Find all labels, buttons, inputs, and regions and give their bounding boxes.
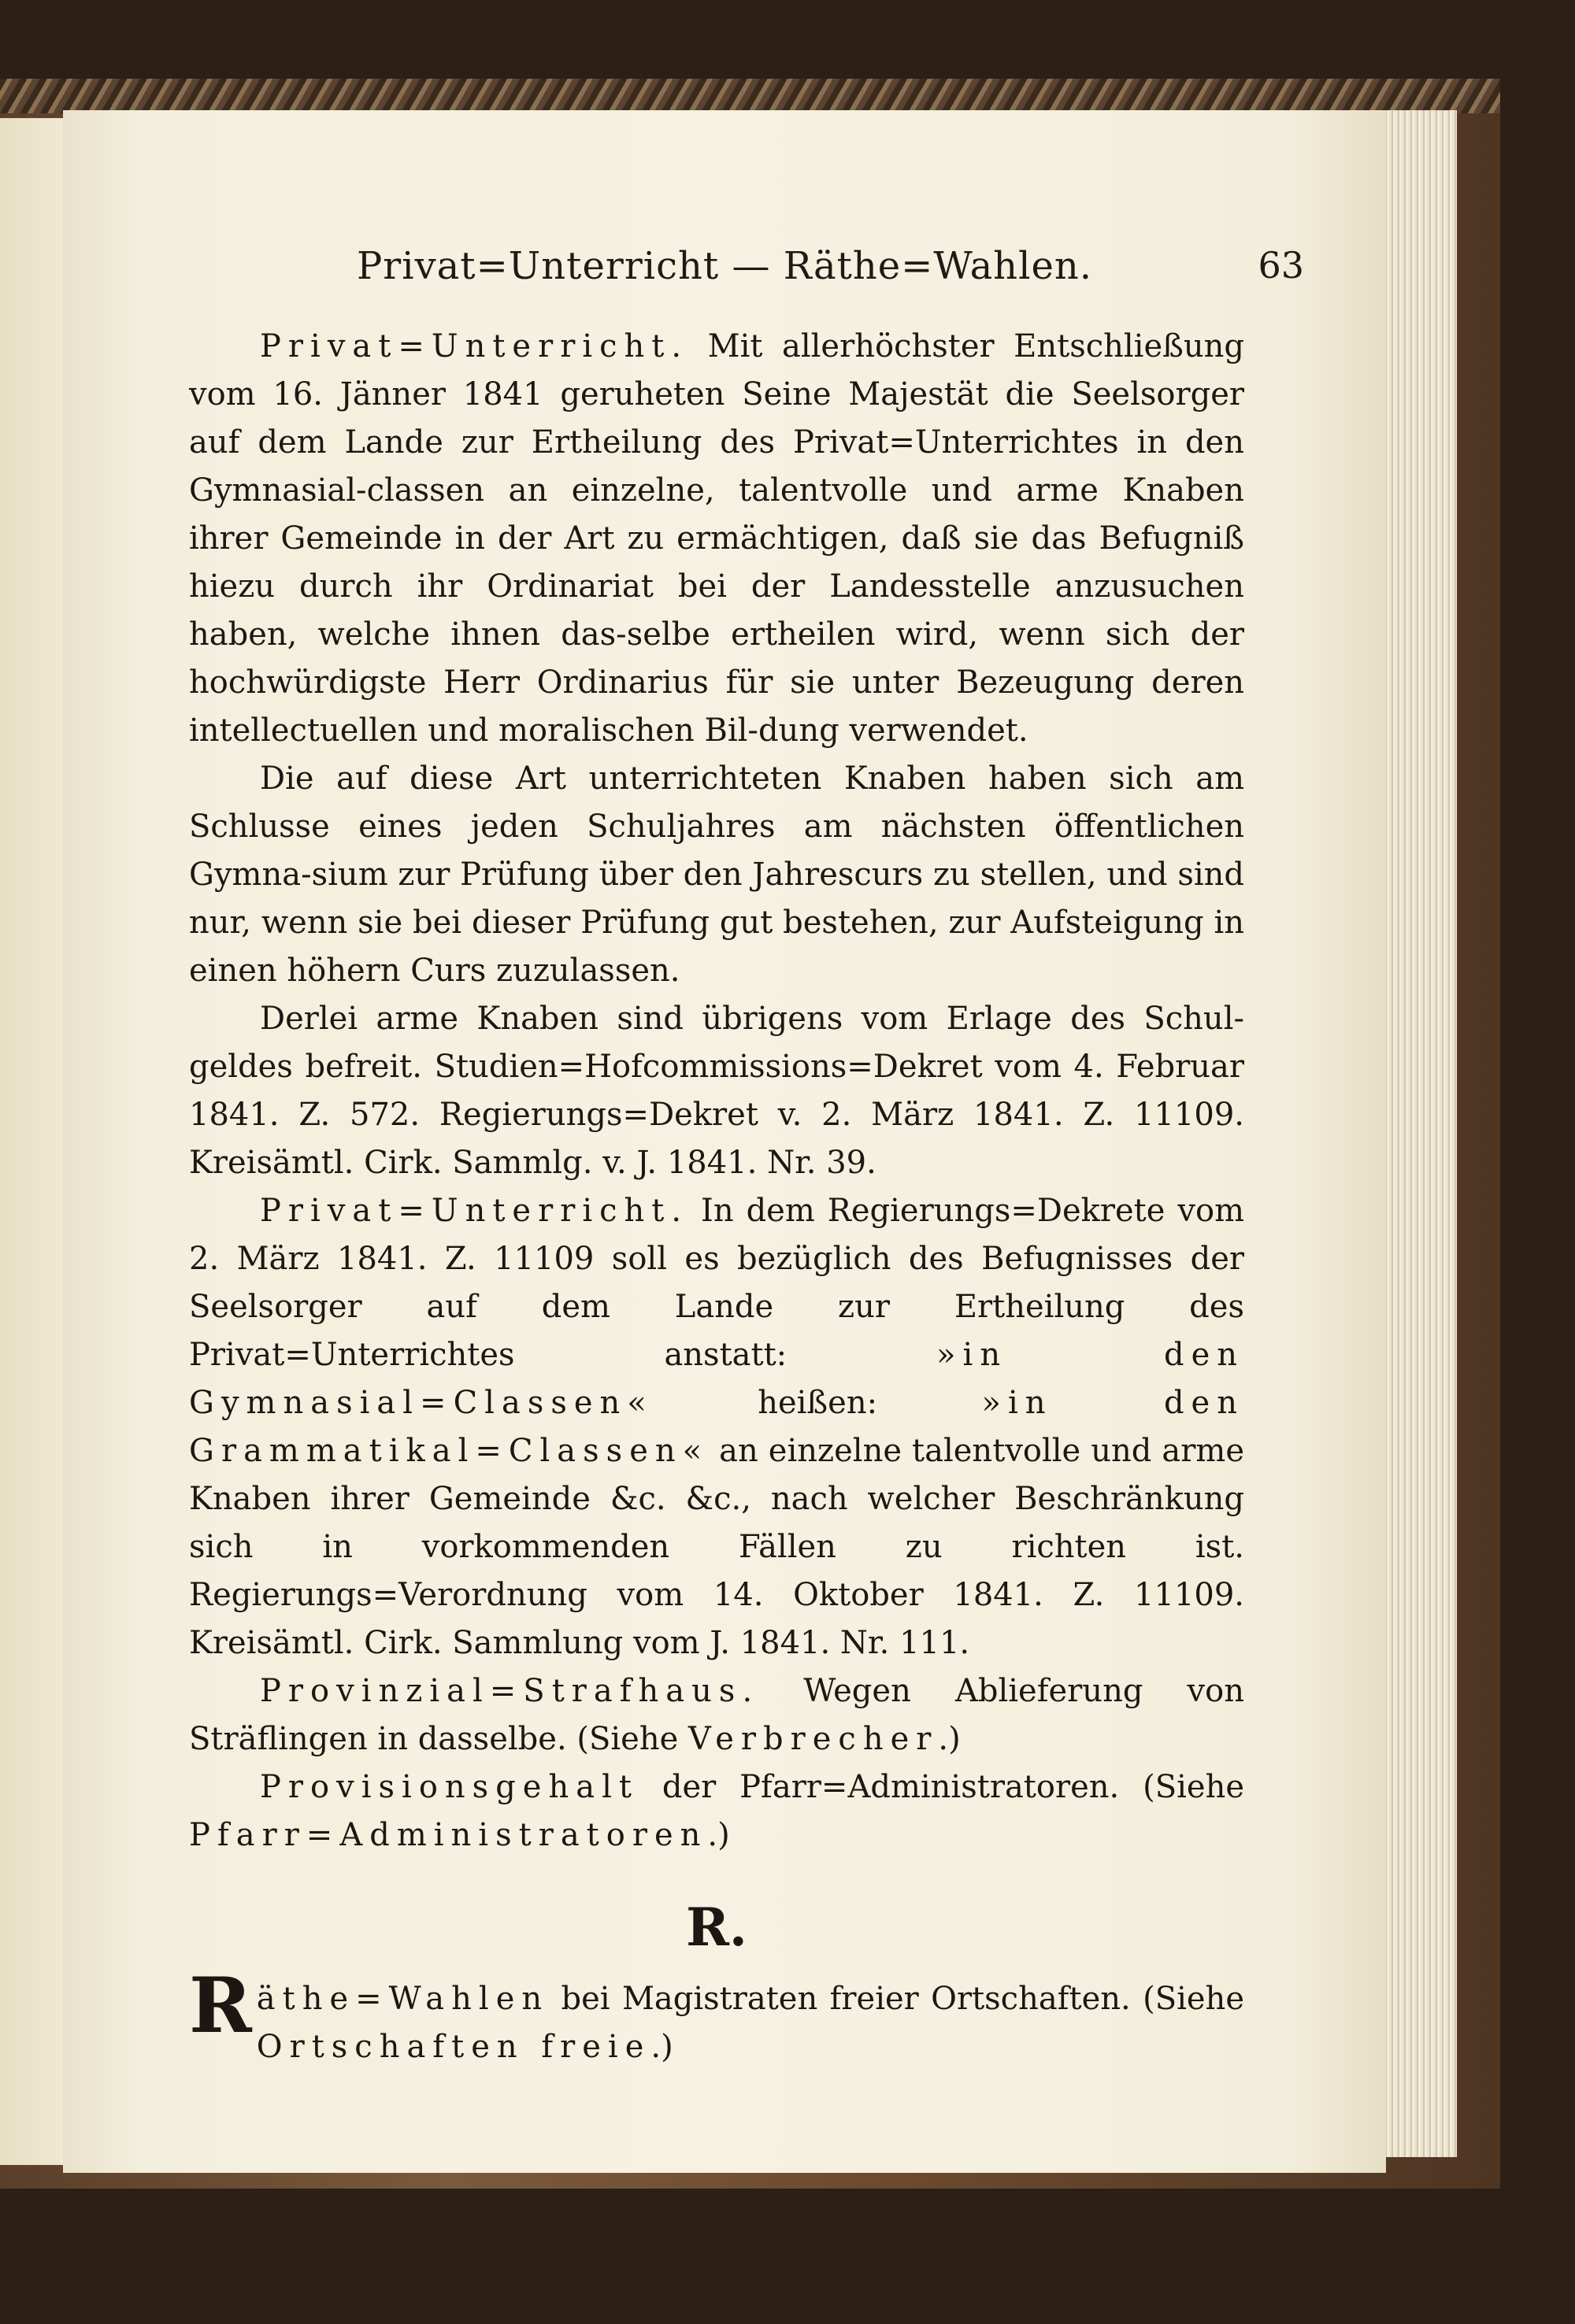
entry-term: Provinzial=Strafhaus. (260, 1673, 760, 1709)
entry-term: Provisionsgehalt (260, 1769, 639, 1805)
entry-text: In dem Regierungs=Dekrete vom 2. März 1841. Z. 11109 soll es bezüglich des Befugnisses der Seelsorger auf dem Lande zur Ertheilung des Privat=Unterrichtes anstatt: (189, 1193, 1244, 1373)
entry-term: Privat=Unterricht. (260, 328, 689, 365)
entry-raethe-wahlen (189, 1961, 1244, 2071)
entry-text: .) (707, 1817, 730, 1853)
page-content (189, 323, 1244, 2071)
entry-provisionsgehalt (189, 1763, 1244, 1860)
entry-text: bei Magistraten freier Ortschaften. (Siehe (549, 1981, 1244, 2017)
quoted-term: »in den Gymnasial=Classen« (189, 1337, 1245, 1421)
entry-provinzial-strafhaus (189, 1667, 1244, 1763)
page-header (63, 244, 1386, 299)
paragraph: Derlei arme Knaben sind übrigens vom Erlage des Schul-geldes befreit. Studien=Hofcommissions=Dekret vom 4. Februar 1841. Z. 572. Regierungs=Dekret v. 2. März 1841. Z. 11109. Kreisämtl. Cirk. Sammlg. v. J. 1841. Nr. 39. (189, 1001, 1244, 1181)
entry-text: heißen: (653, 1385, 982, 1421)
entry-text: .) (938, 1721, 961, 1757)
quoted-term: »in den Grammatikal=Classen« (189, 1385, 1244, 1469)
cross-reference: Ortschaften freie (256, 2029, 651, 2065)
entry-text: an einzelne talentvolle und arme Knaben ihrer Gemeinde &c. &c., nach welcher Beschränkung sich in vorkommenden Fällen zu richten ist. Regierungs=Verordnung vom 14. Oktober 1841. Z. 11109. Kreisämtl. Cirk. Sammlung vom J. 1841. Nr. 111. (189, 1433, 1244, 1661)
facing-page-edge (0, 118, 71, 2165)
paragraph: Die auf diese Art unterrichteten Knaben haben sich am Schlusse eines jeden Schuljahres am nächsten öffentlichen Gymna-sium zur Prüfung über den Jahrescurs zu stellen, und sind nur, wenn sie bei dieser Prüfung gut bestehen, zur Aufsteigung in einen höhern Curs zuzulassen. (189, 760, 1244, 989)
entry-text: Mit allerhöchster Entschließung vom 16. Jänner 1841 geruheten Seine Majestät die Seelsorger auf dem Lande zur Ertheilung des Privat=Unterrichtes in den Gymnasial-classen an einzelne, talentvolle und arme Knaben ihrer Gemeinde in der Art zu ermächtigen, daß sie das Befugniß hiezu durch ihr Ordinariat bei der Landesstelle anzusuchen haben, welche ihnen das-selbe ertheilen wird, wenn sich der hochwürdigste Herr Ordinarius für sie unter Bezeugung deren intellectuellen und moralischen Bil-dung verwendet. (189, 328, 1244, 749)
entry-term: äthe=Wahlen (256, 1981, 550, 2017)
page-number: 63 (1258, 244, 1304, 287)
entry-text: der Pfarr=Administratoren. (Siehe (662, 1769, 1245, 1805)
cross-reference: Verbrecher (688, 1721, 939, 1757)
dropcap: R (189, 1961, 252, 2050)
entry-term: Privat=Unterricht. (260, 1193, 689, 1229)
entry-privat-unterricht-1 (189, 323, 1244, 755)
entry-text: Wegen Ablieferung von Sträflingen in dasselbe. (Siehe (189, 1673, 1244, 1757)
entry-privat-unterricht-2 (189, 1187, 1244, 1667)
book-page (63, 110, 1386, 2173)
running-head: Privat=Unterricht — Räthe=Wahlen. (356, 244, 1093, 288)
cover-edge (0, 79, 1500, 113)
cross-reference: Pfarr=Administratoren (189, 1817, 708, 1853)
entry-text: .) (650, 2029, 673, 2065)
section-letter: R. (686, 1897, 747, 1958)
